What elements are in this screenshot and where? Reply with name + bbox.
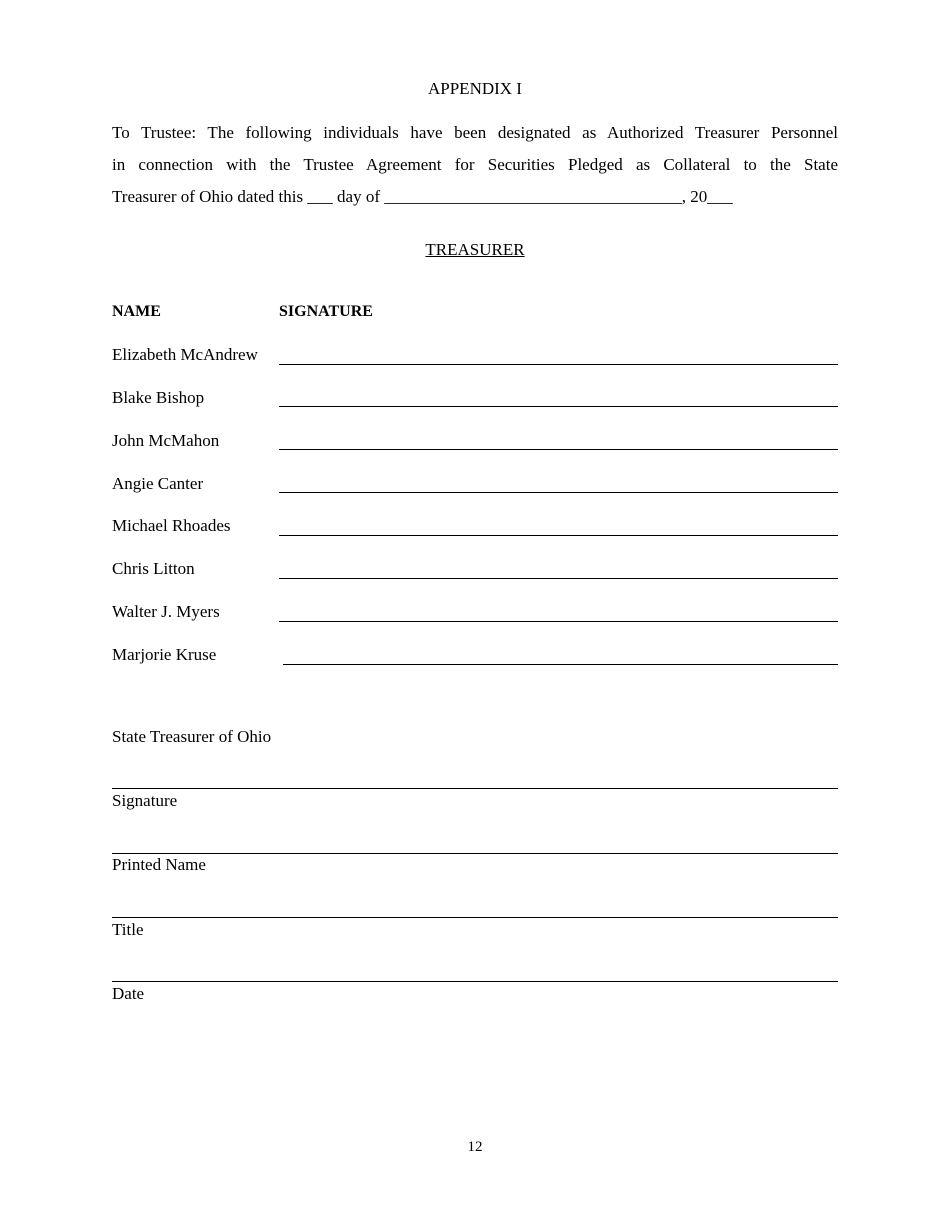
- date-field-label: Date: [112, 984, 145, 1003]
- title-field-label: Title: [112, 920, 144, 939]
- signature-line[interactable]: [279, 578, 838, 579]
- date-field-line[interactable]: [112, 981, 838, 982]
- personnel-name: Angie Canter: [112, 474, 204, 493]
- intro-line: Treasurer of Ohio dated this ___ day of ___________________________________, 20___: [112, 187, 733, 206]
- section-heading-text: TREASURER: [425, 240, 525, 259]
- personnel-name: Michael Rhoades: [112, 516, 231, 535]
- name-column-header: NAME: [112, 303, 161, 320]
- acknowledgment-heading: State Treasurer of Ohio: [112, 727, 272, 746]
- signature-column-header: SIGNATURE: [279, 303, 373, 320]
- signature-line[interactable]: [283, 664, 838, 665]
- intro-line: in connection with the Trustee Agreement for Securities Pledged as Collateral to the State: [112, 155, 838, 174]
- personnel-name: Blake Bishop: [112, 388, 205, 407]
- signature-line[interactable]: [279, 364, 838, 365]
- signature-line[interactable]: [279, 535, 838, 536]
- signature-field-line[interactable]: [112, 788, 838, 789]
- signature-line[interactable]: [279, 449, 838, 450]
- personnel-name: Elizabeth McAndrew: [112, 345, 258, 364]
- personnel-name: Marjorie Kruse: [112, 645, 217, 664]
- signature-field-label: Signature: [112, 791, 178, 810]
- personnel-name: John McMahon: [112, 431, 220, 450]
- signature-line[interactable]: [279, 492, 838, 493]
- personnel-name: Chris Litton: [112, 559, 195, 578]
- printed-name-field-line[interactable]: [112, 853, 838, 854]
- intro-paragraph: [112, 117, 838, 213]
- title-field-line[interactable]: [112, 917, 838, 918]
- page-title: APPENDIX I: [428, 79, 522, 98]
- intro-line: To Trustee: The following individuals have been designated as Authorized Treasurer Personnel: [112, 123, 838, 142]
- signature-line[interactable]: [279, 406, 838, 407]
- page-number: 12: [467, 1139, 483, 1155]
- signature-line[interactable]: [279, 621, 838, 622]
- section-heading: [0, 240, 950, 260]
- printed-name-field-label: Printed Name: [112, 855, 206, 874]
- personnel-name: Walter J. Myers: [112, 602, 220, 621]
